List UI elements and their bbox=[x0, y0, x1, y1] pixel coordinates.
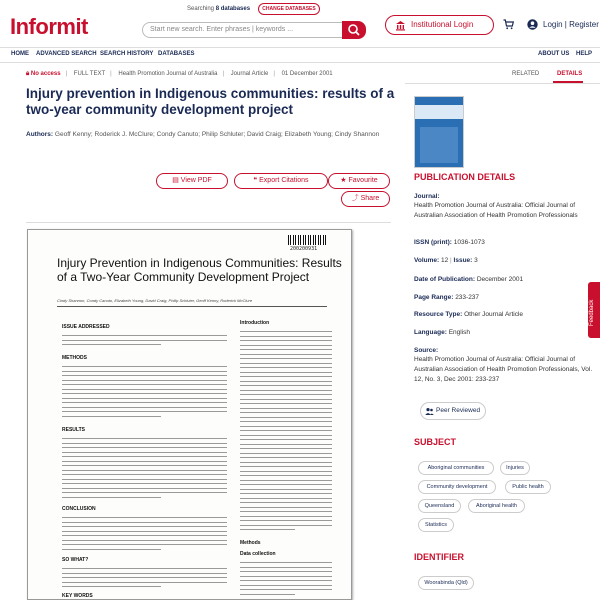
pdf-text-line bbox=[62, 380, 227, 381]
source-label: Source: bbox=[414, 347, 439, 354]
pdf-text-line bbox=[240, 576, 332, 577]
pdf-text-line bbox=[62, 384, 227, 385]
share-icon: ⤴ bbox=[351, 195, 361, 202]
pdf-text-line bbox=[240, 435, 332, 436]
database-count: 8 databases bbox=[215, 6, 251, 12]
date-value: December 2001 bbox=[476, 276, 524, 283]
pdf-text-line bbox=[240, 439, 332, 440]
pdf-text-line bbox=[62, 488, 227, 489]
pdf-text-line bbox=[240, 585, 332, 586]
search-icon bbox=[342, 21, 366, 39]
pdf-text-line bbox=[62, 456, 227, 457]
pdf-text-line bbox=[240, 376, 332, 377]
pdf-text-line bbox=[62, 568, 227, 569]
pdf-text-line bbox=[62, 497, 161, 498]
pdf-heading: Data collection bbox=[240, 551, 276, 557]
pdf-text-line bbox=[240, 390, 332, 391]
pdf-heading: Methods bbox=[240, 540, 261, 546]
pdf-authors: Cindy Shannon, Condy Canuto, Elizabeth Young, David Craig, Philip Schluter, Geoff Kenny, Roderick McClure bbox=[57, 298, 253, 303]
pdf-text-line bbox=[62, 366, 227, 367]
quote-icon: ❝ bbox=[253, 177, 260, 184]
search-button[interactable] bbox=[342, 21, 366, 39]
pdf-text-line bbox=[62, 398, 227, 399]
pdf-text-line bbox=[62, 577, 227, 578]
pdf-text-line bbox=[240, 421, 332, 422]
export-citations-button[interactable] bbox=[234, 173, 328, 189]
pdf-text-line bbox=[62, 416, 161, 417]
issn-label bbox=[414, 239, 485, 246]
pdf-text-line bbox=[62, 582, 227, 583]
peer-reviewed-badge bbox=[420, 402, 486, 420]
article-title: Injury prevention in Indigenous communities: results of a two-year community development project bbox=[26, 86, 395, 117]
rtype-value: Other Journal Article bbox=[464, 311, 523, 318]
pdf-heading: RESULTS bbox=[62, 427, 85, 433]
pdf-text-line bbox=[240, 385, 332, 386]
pdf-text-line bbox=[240, 457, 332, 458]
pdf-text-line bbox=[240, 507, 332, 508]
tab-details[interactable]: DETAILS bbox=[557, 71, 583, 77]
subject-chip[interactable]: Statistics bbox=[418, 518, 454, 532]
pdf-text-line bbox=[240, 448, 332, 449]
cart-icon[interactable] bbox=[503, 19, 514, 30]
pdf-heading: ISSUE ADDRESSED bbox=[62, 324, 110, 330]
subject-chip[interactable]: Queensland bbox=[418, 499, 461, 513]
pdf-text-line bbox=[240, 589, 332, 590]
pdf-text-line bbox=[62, 586, 161, 587]
subject-chip[interactable]: Public health bbox=[505, 480, 551, 494]
pdf-text-line bbox=[240, 358, 332, 359]
pdf-text-line bbox=[240, 502, 332, 503]
pdf-heading: METHODS bbox=[62, 355, 87, 361]
search-input[interactable]: Start new search. Enter phrases | keywords ... bbox=[142, 22, 342, 38]
rtype-label: Resource Type: bbox=[414, 311, 463, 318]
pdf-text-line bbox=[240, 571, 332, 572]
journal-value[interactable]: Health Promotion Journal of Australia: Official Journal of Australian Association of Health Promotion Professionals bbox=[414, 202, 578, 219]
pdf-text-line bbox=[240, 444, 332, 445]
pdf-text-line bbox=[240, 529, 295, 530]
pdf-text-line bbox=[240, 453, 332, 454]
resource-type bbox=[414, 311, 523, 318]
pdf-text-line bbox=[240, 394, 332, 395]
pdf-text-line bbox=[62, 526, 227, 527]
institutional-login-button[interactable] bbox=[385, 15, 494, 35]
pdf-text-line bbox=[240, 349, 332, 350]
divider bbox=[26, 222, 391, 223]
subject-chip[interactable]: Aboriginal communities bbox=[418, 461, 494, 475]
pdf-text-line bbox=[62, 483, 227, 484]
pdf-text-line bbox=[240, 336, 332, 337]
favourite-label: Favourite bbox=[348, 177, 378, 184]
pdf-text-line bbox=[62, 540, 227, 541]
pdf-text-line bbox=[240, 471, 332, 472]
pdf-text-line bbox=[240, 345, 332, 346]
pdf-text-line bbox=[240, 475, 332, 476]
pdf-heading: KEY WORDS bbox=[62, 593, 93, 599]
pdf-heading: SO WHAT? bbox=[62, 557, 89, 563]
cover-image bbox=[420, 127, 458, 163]
lang-value: English bbox=[448, 329, 471, 336]
pdf-text-line bbox=[62, 443, 227, 444]
pdf-text-line bbox=[62, 447, 227, 448]
pdf-text-line bbox=[240, 516, 332, 517]
share-button[interactable] bbox=[341, 191, 390, 207]
volume-issue: Volume: 12 | Issue: 3 bbox=[414, 257, 478, 264]
pdf-text-line bbox=[240, 331, 332, 332]
pdf-text-line bbox=[240, 562, 332, 563]
pages-value: 233-237 bbox=[455, 294, 480, 301]
institution-icon bbox=[395, 20, 406, 31]
nav-databases[interactable]: DATABASES bbox=[158, 51, 195, 57]
pdf-text-line bbox=[62, 389, 227, 390]
pdf-text-line bbox=[62, 452, 227, 453]
pdf-text-line bbox=[62, 461, 227, 462]
pdf-icon: ▤ bbox=[172, 177, 181, 184]
pdf-text-line bbox=[62, 335, 227, 336]
pdf-text-line bbox=[62, 470, 227, 471]
pdf-text-line bbox=[62, 492, 227, 493]
issue-label: Issue: bbox=[453, 257, 473, 264]
star-icon: ★ bbox=[340, 177, 349, 184]
pdf-text-line bbox=[240, 430, 332, 431]
pdf-text-line bbox=[62, 549, 161, 550]
subject-chip[interactable]: Injuries bbox=[500, 461, 530, 475]
pdf-text-line bbox=[62, 522, 227, 523]
pdf-text-line bbox=[240, 493, 332, 494]
feedback-label: Feedback bbox=[589, 299, 595, 326]
searching-label bbox=[187, 6, 250, 12]
pdf-text-line bbox=[62, 344, 161, 345]
view-pdf-button[interactable] bbox=[156, 173, 228, 189]
source-value: Health Promotion Journal of Australia: Official Journal of Australian Association of Health Promotion Professionals, Vol. 12, No. 3, Dec 2001: 233-237 bbox=[414, 356, 593, 383]
pdf-text-line bbox=[240, 363, 332, 364]
journal-link[interactable]: Health Promotion Journal of Australia bbox=[118, 71, 218, 77]
user-account-icon[interactable] bbox=[527, 19, 538, 30]
nav-advanced-search[interactable]: ADVANCED SEARCH bbox=[36, 51, 97, 57]
feedback-tab[interactable] bbox=[588, 282, 600, 338]
pdf-text-line bbox=[62, 371, 227, 372]
pdf-heading: CONCLUSION bbox=[62, 506, 96, 512]
pdf-text-line bbox=[62, 438, 227, 439]
pdf-text-line bbox=[240, 426, 332, 427]
pdf-text-line bbox=[240, 408, 332, 409]
nav-search-history[interactable]: SEARCH HISTORY bbox=[100, 51, 154, 57]
pdf-text-line bbox=[240, 340, 332, 341]
issn-label-text: ISSN (print): bbox=[414, 239, 452, 246]
lock-icon: 🔒︎ bbox=[26, 71, 30, 77]
language bbox=[414, 329, 470, 336]
pdf-text-line bbox=[62, 465, 227, 466]
pdf-text-line bbox=[240, 580, 332, 581]
subject-heading: SUBJECT bbox=[414, 437, 457, 447]
subject-chip[interactable]: Community development bbox=[418, 480, 496, 494]
pdf-text-line bbox=[240, 480, 332, 481]
issue-value[interactable]: 3 bbox=[474, 257, 478, 264]
publication-details-heading: PUBLICATION DETAILS bbox=[414, 172, 516, 182]
pages-label: Page Range: bbox=[414, 294, 454, 301]
pdf-text-line bbox=[240, 498, 332, 499]
nav-about-us[interactable]: ABOUT US bbox=[538, 51, 570, 57]
searching-prefix: Searching bbox=[187, 6, 215, 12]
pdf-text-line bbox=[240, 525, 332, 526]
pdf-title: Injury Prevention in Indigenous Communities: Results of a Two-Year Community Development Project bbox=[57, 256, 342, 284]
pdf-text-line bbox=[62, 531, 227, 532]
login-register-link[interactable]: Login | Register bbox=[543, 20, 599, 29]
export-citations-label: Export Citations bbox=[259, 177, 309, 184]
article-meta: 🔒︎ No access | FULL TEXT | Health Promotion Journal of Australia | Journal Article | 01 December 2001 bbox=[26, 71, 333, 77]
pdf-text-line bbox=[240, 489, 332, 490]
tab-related[interactable]: RELATED bbox=[512, 71, 540, 77]
pdf-text-line bbox=[240, 417, 332, 418]
pdf-text-line bbox=[62, 535, 227, 536]
identifier-heading: IDENTIFIER bbox=[414, 552, 465, 562]
cover-band bbox=[415, 105, 463, 119]
pdf-heading: Introduction bbox=[240, 320, 270, 326]
subject-chip[interactable]: Aboriginal health bbox=[468, 499, 525, 513]
pdf-text-line bbox=[240, 354, 332, 355]
authors-label: Authors: bbox=[26, 131, 54, 138]
view-pdf-label: View PDF bbox=[180, 177, 212, 184]
nav-home[interactable]: HOME bbox=[11, 51, 29, 57]
author-list[interactable]: Geoff Kenny; Roderick J. McClure; Condy Canuto; Philip Schluter; David Craig; Elizabeth Young; Cindy Shannon bbox=[54, 131, 380, 138]
identifier-chip[interactable]: Woorabinda (Qld) bbox=[418, 576, 474, 590]
article-type: Journal Article bbox=[230, 71, 269, 77]
pdf-text-line bbox=[240, 466, 332, 467]
pdf-text-line bbox=[240, 372, 332, 373]
pdf-text-line bbox=[240, 594, 295, 595]
pdf-text-line bbox=[62, 340, 227, 341]
change-databases-button[interactable]: CHANGE DATABASES bbox=[258, 3, 320, 15]
pdf-text-line bbox=[62, 479, 227, 480]
date-label: Date of Publication: bbox=[414, 276, 476, 283]
pdf-text-line bbox=[240, 403, 332, 404]
pdf-text-line bbox=[62, 402, 227, 403]
access-status: No access bbox=[30, 71, 61, 77]
content-type: FULL TEXT bbox=[73, 71, 106, 77]
pdf-text-line bbox=[240, 567, 332, 568]
nav-help[interactable]: HELP bbox=[576, 51, 593, 57]
pdf-text-line bbox=[240, 462, 332, 463]
share-label: Share bbox=[360, 195, 380, 202]
issn-value: 1036-1073 bbox=[453, 239, 485, 246]
pdf-text-line bbox=[62, 411, 227, 412]
authors bbox=[26, 127, 396, 142]
page-range bbox=[414, 294, 479, 301]
pdf-text-line bbox=[62, 393, 227, 394]
journal-label: Journal: bbox=[414, 193, 440, 200]
pdf-text-line bbox=[240, 520, 332, 521]
pdf-text-line bbox=[62, 573, 227, 574]
pdf-text-line bbox=[240, 399, 332, 400]
volume-value[interactable]: 12 bbox=[440, 257, 449, 264]
pdf-text-line bbox=[62, 544, 227, 545]
pdf-text-line bbox=[62, 375, 227, 376]
pdf-text-line bbox=[62, 407, 227, 408]
article-date: 01 December 2001 bbox=[281, 71, 333, 77]
favourite-button[interactable] bbox=[328, 173, 390, 189]
journal-cover[interactable] bbox=[414, 96, 464, 168]
lang-label: Language: bbox=[414, 329, 447, 336]
pdf-text-line bbox=[240, 484, 332, 485]
pdf-barcode bbox=[288, 235, 326, 245]
informit-logo[interactable]: Informit bbox=[10, 14, 88, 39]
peer-reviewed-icon bbox=[425, 407, 434, 416]
pdf-text-line bbox=[62, 517, 227, 518]
pdf-text-line bbox=[240, 381, 332, 382]
pdf-stamp: 200200931 bbox=[290, 246, 318, 252]
pdf-text-line bbox=[62, 474, 227, 475]
pdf-rule bbox=[57, 306, 327, 307]
divider bbox=[405, 83, 600, 84]
pdf-text-line bbox=[240, 412, 332, 413]
main-nav bbox=[0, 47, 600, 63]
date-of-publication bbox=[414, 276, 523, 283]
volume-label: Volume: bbox=[414, 257, 440, 264]
institutional-login-label: Institutional Login bbox=[411, 20, 474, 29]
pdf-text-line bbox=[240, 367, 332, 368]
peer-reviewed-label: Peer Reviewed bbox=[436, 407, 481, 414]
pdf-text-line bbox=[240, 511, 332, 512]
